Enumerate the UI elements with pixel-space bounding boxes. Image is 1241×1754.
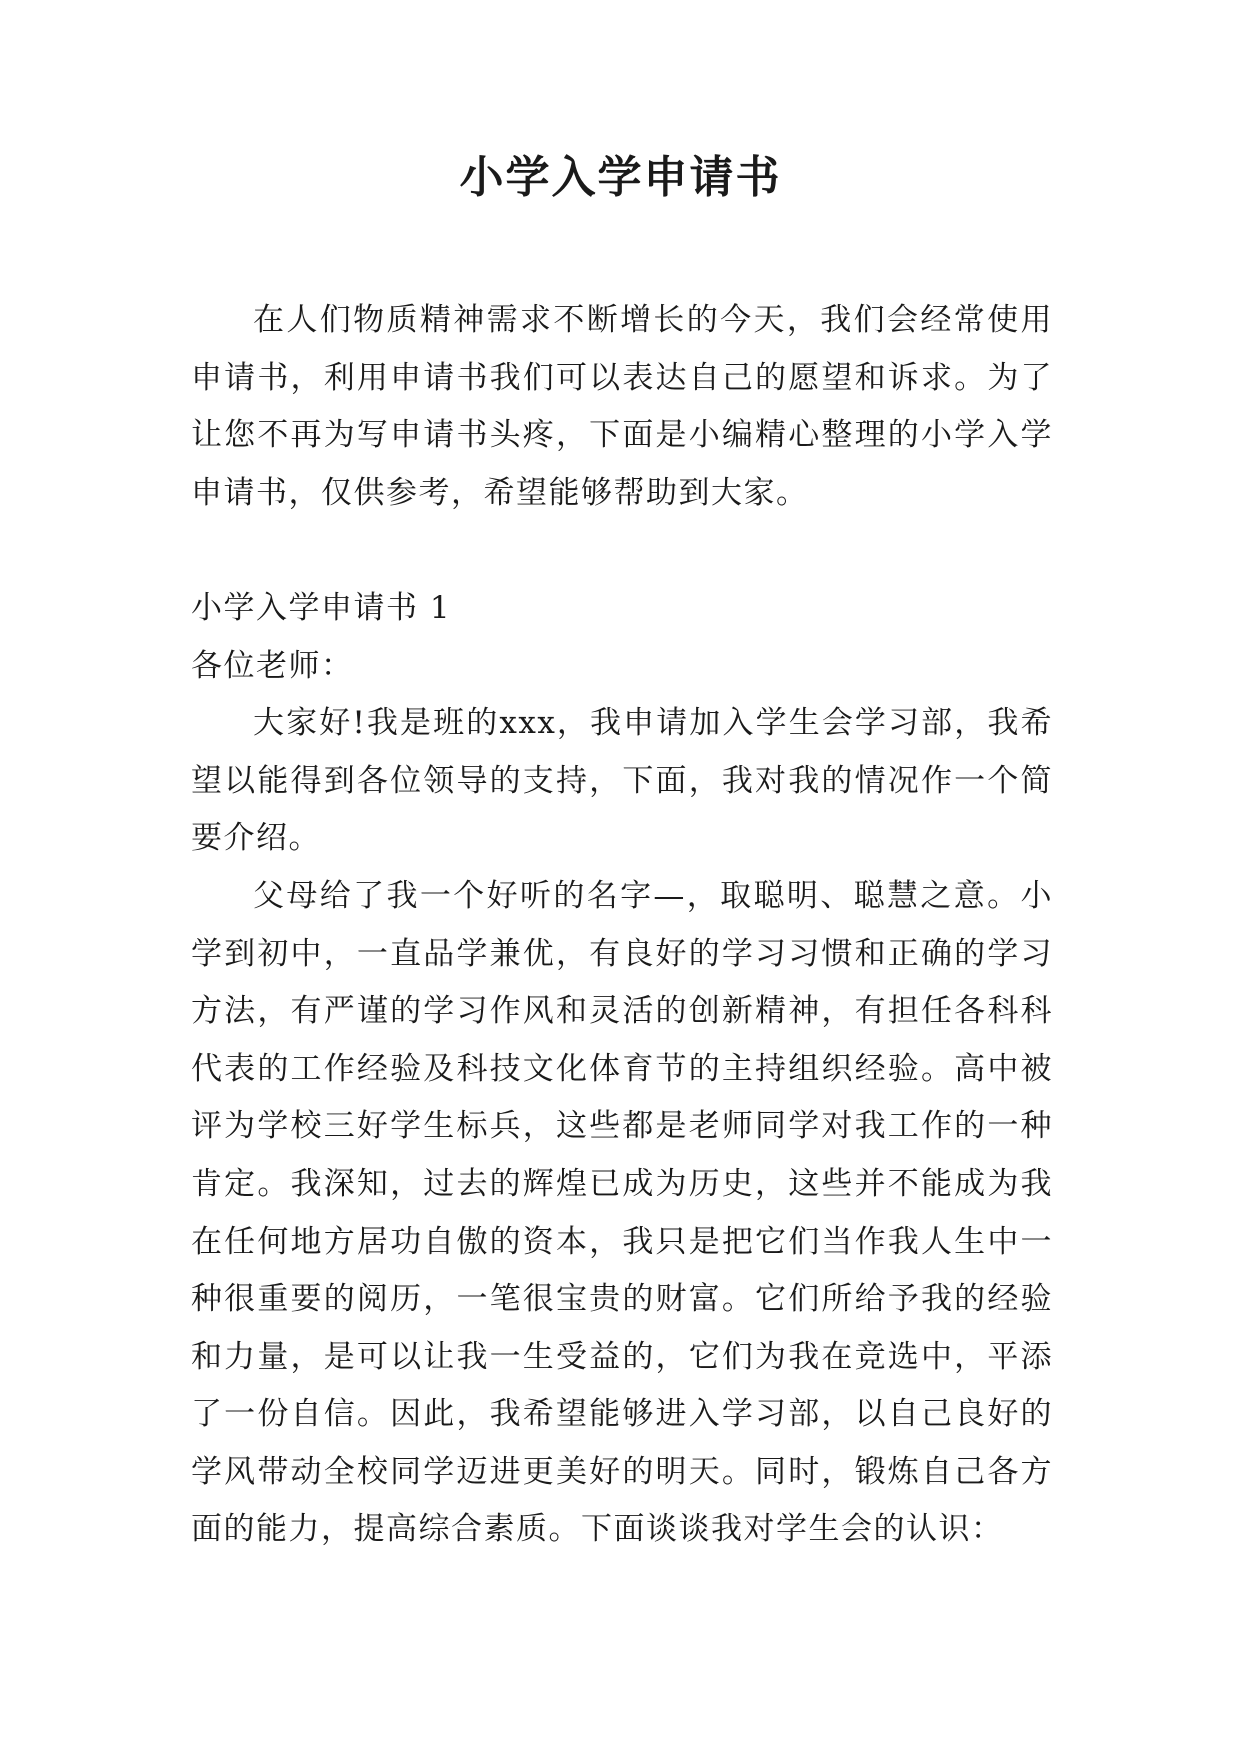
paragraph-spacer — [191, 522, 1053, 580]
body-paragraph-2: 父母给了我一个好听的名字—，取聪明、聪慧之意。小学到初中，一直品学兼优，有良好的学习习惯和正确的学习方法，有严谨的学习作风和灵活的创新精神，有担任各科科代表的工作经验及科技文化体育节的主持组织经验。高中被评为学校三好学生标兵，这些都是老师同学对我工作的一种肯定。我深知，过去的辉煌已成为历史，这些并不能成为我在任何地方居功自傲的资本，我只是把它们当作我人生中一种很重要的阅历，一笔很宝贵的财富。它们所给予我的经验和力量，是可以让我一生受益的，它们为我在竞选中，平添了一份自信。因此，我希望能够进入学习部，以自己良好的学风带动全校同学迈进更美好的明天。同时，锻炼自己各方面的能力，提高综合素质。下面谈谈我对学生会的认识： — [191, 877, 1053, 1548]
document-title: 小学入学申请书 — [459, 152, 782, 203]
intro-paragraph: 在人们物质精神需求不断增长的今天，我们会经常使用申请书，利用申请书我们可以表达自己的愿望和诉求。为了让您不再为写申请书头疼，下面是小编精心整理的小学入学申请书，仅供参考，希望能够帮助到大家。 — [191, 302, 1053, 511]
document-body — [191, 292, 1053, 1559]
body-paragraph-1: 大家好!我是班的xxx，我申请加入学生会学习部，我希望以能得到各位领导的支持，下面，我对我的情况作一个简要介绍。 — [191, 705, 1053, 857]
section-heading: 小学入学申请书 1 — [191, 589, 452, 626]
salutation: 各位老师： — [191, 647, 354, 684]
